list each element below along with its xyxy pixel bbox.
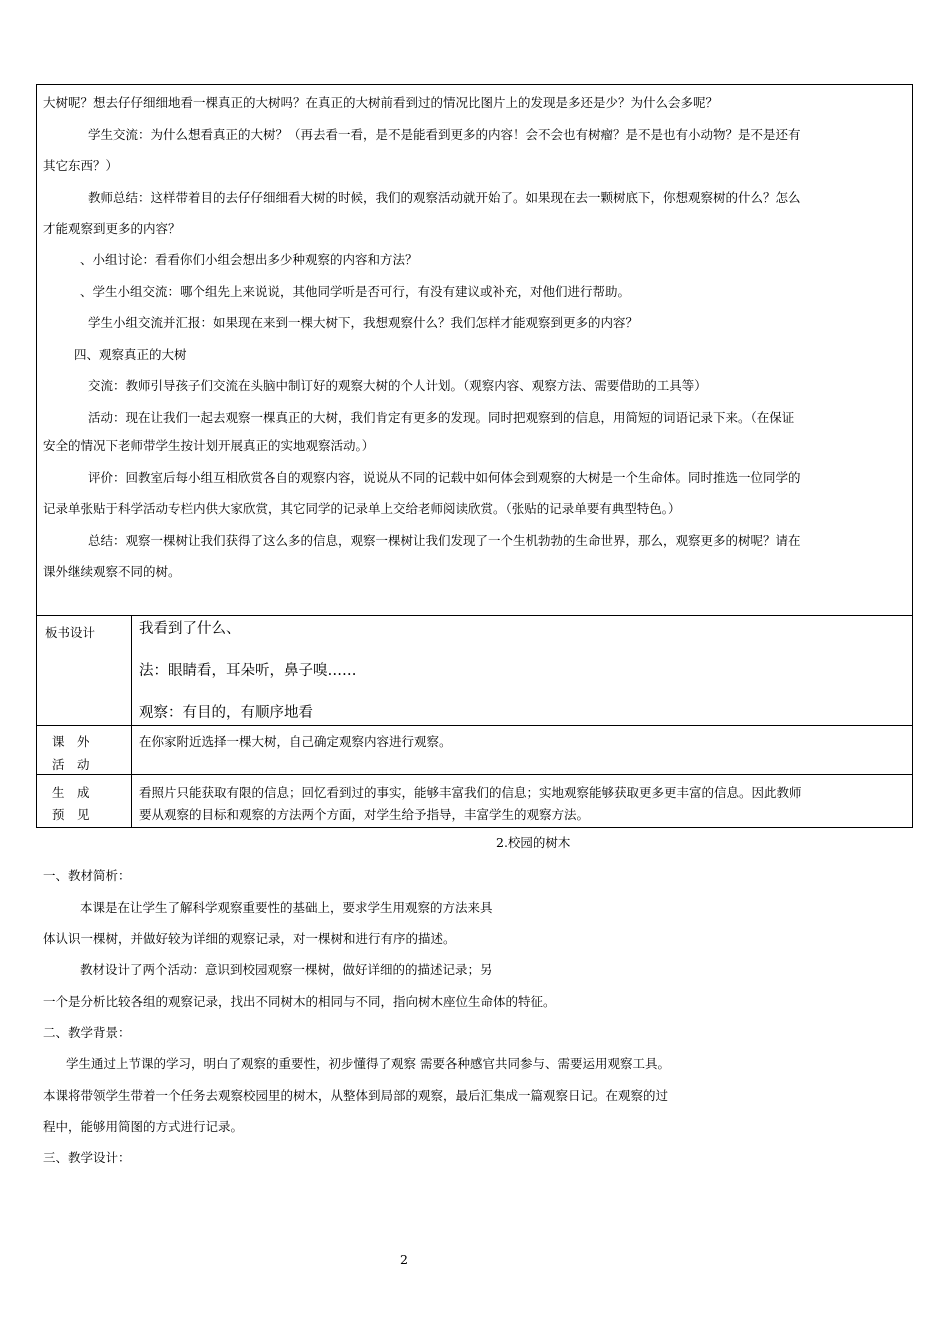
content-line: 其它东西？） bbox=[43, 158, 119, 173]
foresee-text: 看照片只能获取有限的信息；回忆看到过的事实，能够丰富我们的信息；实地观察能够获取更多更丰富的信息。因此教师 bbox=[139, 785, 802, 800]
body-line: 学生通过上节课的学习，明白了观察的重要性，初步懂得了观察 需要各种感官共同参与、需要运用观察工具。 bbox=[66, 1056, 670, 1071]
content-line: 总结：观察一棵树让我们获得了这么多的信息，观察一棵树让我们发现了一个生机勃勃的生命世界，那么，观察更多的树呢？请在 bbox=[88, 533, 801, 548]
board-line: 我看到了什么、 bbox=[139, 621, 241, 637]
table-row-divider bbox=[36, 774, 913, 775]
body-line: 本课是在让学生了解科学观察重要性的基础上，要求学生用观察的方法来具 bbox=[80, 900, 493, 915]
content-line: 、学生小组交流：哪个组先上来说说，其他同学听是否可行，有没有建议或补充，对他们进行帮助。 bbox=[80, 284, 631, 299]
content-line: 、小组讨论：看看你们小组会想出多少种观察的内容和方法？ bbox=[80, 252, 418, 267]
content-line: 课外继续观察不同的树。 bbox=[43, 564, 181, 579]
content-line: 学生小组交流并汇报：如果现在来到一棵大树下，我想观察什么？我们怎样才能观察到更多的内容？ bbox=[88, 315, 639, 330]
outside-activity-label: 课 外 bbox=[52, 734, 90, 749]
foresee-label: 生 成 bbox=[52, 785, 90, 800]
content-line: 记录单张贴于科学活动专栏内供大家欣赏，其它同学的记录单上交给老师阅读欣赏。（张贴的记录单要有典型特色。） bbox=[43, 501, 681, 516]
content-line: 学生交流：为什么想看真正的大树？（再去看一看，是不是能看到更多的内容！会不会也有树瘤？是不是也有小动物？是不是还有 bbox=[88, 127, 801, 142]
board-line: 观察：有目的，有顺序地看 bbox=[139, 705, 313, 721]
section-heading: 四、观察真正的大树 bbox=[74, 347, 187, 362]
page-number: 2 bbox=[400, 1252, 408, 1267]
body-heading: 二、教学背景： bbox=[43, 1025, 131, 1040]
outside-activity-text: 在你家附近选择一棵大树，自己确定观察内容进行观察。 bbox=[139, 734, 452, 749]
content-line: 教师总结：这样带着目的去仔仔细细看大树的时候，我们的观察活动就开始了。如果现在去一颗树底下，你想观察树的什么？怎么 bbox=[88, 190, 801, 205]
body-heading: 一、教材简析： bbox=[43, 868, 131, 883]
section-title: 2.校园的树木 bbox=[496, 835, 571, 850]
body-line: 教材设计了两个活动：意识到校园观察一棵树，做好详细的的描述记录；另 bbox=[80, 962, 493, 977]
content-line: 评价：回教室后每小组互相欣赏各自的观察内容，说说从不同的记载中如何体会到观察的大树是一个生命体。同时推选一位同学的 bbox=[88, 470, 801, 485]
content-line: 安全的情况下老师带学生按计划开展真正的实地观察活动。） bbox=[43, 438, 375, 453]
content-line: 交流：教师引导孩子们交流在头脑中制订好的观察大树的个人计划。（观察内容、观察方法、需要借助的工具等） bbox=[88, 378, 707, 393]
table-column-divider bbox=[131, 615, 132, 828]
body-line: 本课将带领学生带着一个任务去观察校园里的树木，从整体到局部的观察，最后汇集成一篇观察日记。在观察的过 bbox=[43, 1088, 669, 1103]
body-heading: 三、教学设计： bbox=[43, 1150, 131, 1165]
content-line: 才能观察到更多的内容？ bbox=[43, 221, 181, 236]
board-line: 法：眼睛看，耳朵听，鼻子嗅…… bbox=[139, 663, 357, 679]
content-line: 大树呢？想去仔仔细细地看一棵真正的大树吗？在真正的大树前看到过的情况比图片上的发现是多还是少？为什么会多呢？ bbox=[43, 95, 719, 110]
body-line: 一个是分析比较各组的观察记录，找出不同树木的相同与不同，指向树木座位生命体的特征。 bbox=[43, 994, 556, 1009]
table-row-divider bbox=[36, 725, 913, 726]
board-design-label: 板书设计 bbox=[45, 625, 96, 640]
body-line: 体认识一棵树，并做好较为详细的观察记录，对一棵树和进行有序的描述。 bbox=[43, 931, 456, 946]
content-line: 活动：现在让我们一起去观察一棵真正的大树，我们肯定有更多的发现。同时把观察到的信息，用简短的词语记录下来。（在保证 bbox=[88, 410, 795, 425]
foresee-label: 预 见 bbox=[52, 807, 90, 822]
outside-activity-label: 活 动 bbox=[52, 757, 90, 772]
body-line: 程中，能够用简图的方式进行记录。 bbox=[43, 1119, 244, 1134]
foresee-text: 要从观察的目标和观察的方法两个方面，对学生给予指导，丰富学生的观察方法。 bbox=[139, 807, 590, 822]
